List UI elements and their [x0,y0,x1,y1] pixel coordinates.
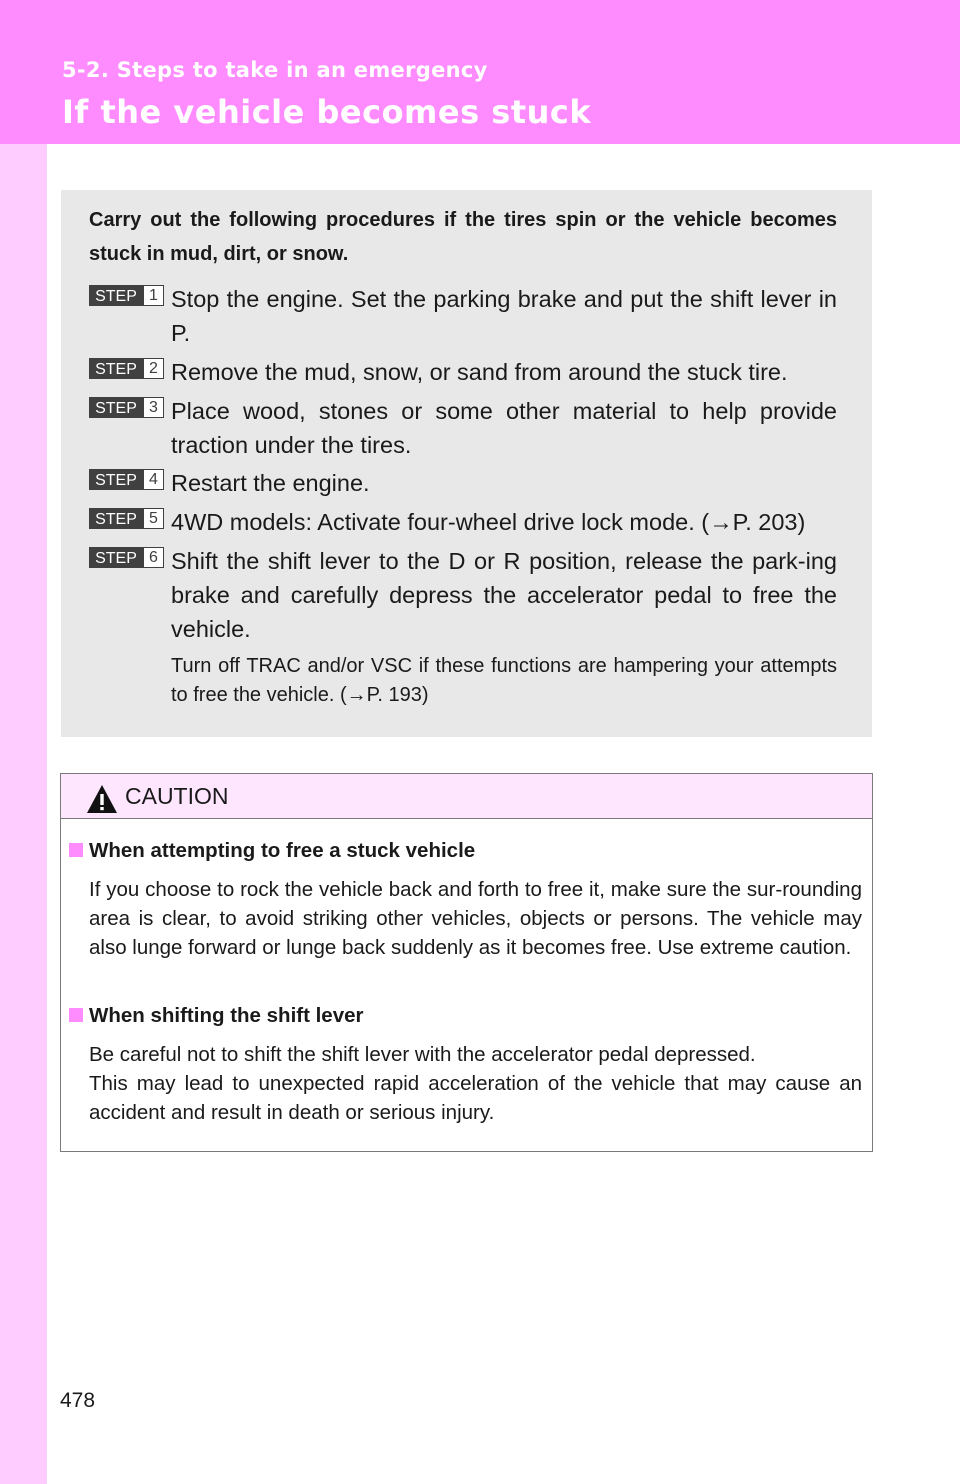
step-text: Stop the engine. Set the parking brake and put the shift lever in P. [171,286,837,346]
step-text: Shift the shift lever to the D or R position, release the park-ing brake and carefully depress the accelerator pedal to free the vehicle. [171,548,837,642]
bullet-square-icon [69,843,83,857]
caution-heading-text: When shifting the shift lever [89,1004,364,1027]
step-word: STEP [89,358,143,379]
bullet-square-icon [69,1008,83,1022]
caution-heading-stuck-vehicle [69,836,864,865]
caution-paragraph: If you choose to rock the vehicle back and forth to free it, make sure the sur-rounding area is clear, to avoid striking other vehicles, objects or persons. The vehicle may also lunge forward or lunge back suddenly as it becomes free. Use extreme caution. [89,878,862,959]
step-badge [89,285,164,306]
warning-triangle-icon [85,783,119,815]
caution-paragraph: This may lead to unexpected rapid acceleration of the vehicle that may cause an accident and result in death or serious injury. [89,1072,862,1124]
page-number: 478 [60,1389,96,1412]
step-text: 4WD models: Activate four-wheel drive lock mode. (→P. 203) [171,509,806,535]
step-word: STEP [89,508,143,529]
step-number: 2 [143,358,164,379]
step-word: STEP [89,397,143,418]
step-badge [89,469,164,490]
step-text: Place wood, stones or some other material to help provide traction under the tires. [171,398,837,458]
step-badge [89,547,164,568]
step-badge [89,358,164,379]
caution-heading-text: When attempting to free a stuck vehicle [89,839,476,862]
section-label: 5-2. Steps to take in an emergency [62,58,488,82]
caution-heading-shift-lever [69,1001,864,1030]
step-number: 5 [143,508,164,529]
step-badge [89,508,164,529]
step-word: STEP [89,547,143,568]
left-margin-strip [0,0,47,1484]
page-title: If the vehicle becomes stuck [62,93,592,131]
caution-header [61,774,872,819]
step-word: STEP [89,469,143,490]
caution-label: CAUTION [125,783,229,809]
step-number: 3 [143,397,164,418]
step-number: 6 [143,547,164,568]
step-text: Remove the mud, snow, or sand from around the stuck tire. [171,359,788,385]
procedure-intro: Carry out the following procedures if the tires spin or the vehicle becomes stuck in mud, dirt, or snow. [89,209,837,265]
step-word: STEP [89,285,143,306]
procedure-note: Turn off TRAC and/or VSC if these functions are hampering your attempts to free the vehicle. (→P. 193) [171,655,837,706]
step-number: 4 [143,469,164,490]
step-badge [89,397,164,418]
step-number: 1 [143,285,164,306]
caution-paragraph: Be careful not to shift the shift lever with the accelerator pedal depressed. [89,1043,756,1066]
step-text: Restart the engine. [171,470,370,496]
caution-box [60,773,873,1152]
page-header [0,0,960,144]
